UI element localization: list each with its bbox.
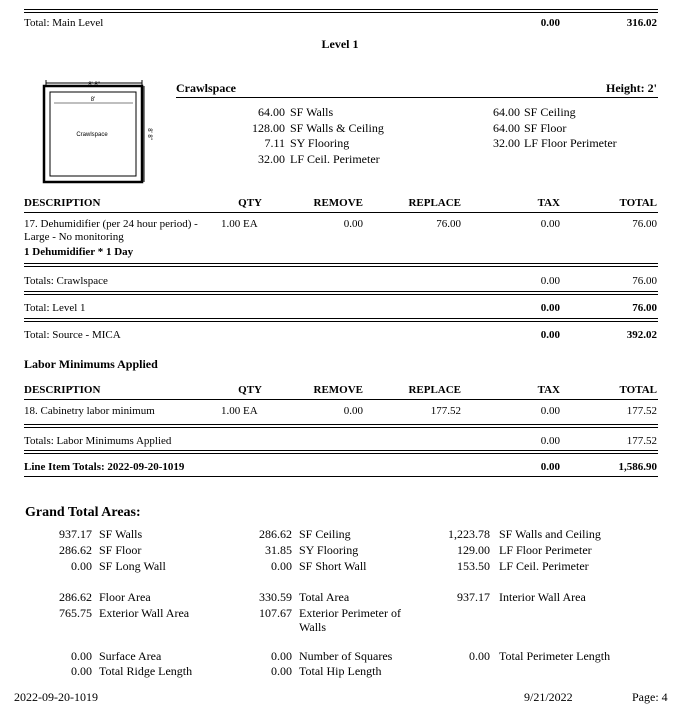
grand-unit: Total Area [299,590,350,604]
divider [24,291,658,295]
item-tax: 0.00 [540,218,560,230]
grand-value: 0.00 [271,649,292,663]
divider [24,9,658,13]
grand-unit: Interior Wall Area [499,590,586,604]
item-total: 177.52 [626,405,657,417]
divider [24,263,658,267]
total-main-label: Total: Main Level [24,17,104,29]
col-description: DESCRIPTION [24,197,101,209]
col-description: DESCRIPTION [24,384,101,396]
divider [24,450,658,454]
item-remove: 0.00 [343,218,363,230]
room-unit: LF Floor Perimeter [524,136,617,150]
grand-unit: Total Ridge Length [99,664,193,678]
grand-value: 0.00 [469,649,490,663]
grand-value: 107.67 [259,606,292,620]
col-qty: QTY [238,197,262,209]
total-main-total: 316.02 [626,17,657,29]
room-unit: SF Floor [524,121,567,135]
grand-value: 31.85 [265,543,292,557]
total-source-label: Total: Source - MICA [24,329,121,341]
total-source-total: 392.02 [626,329,657,341]
total-main-tax: 0.00 [540,17,560,29]
room-value: 7.11 [264,136,285,150]
divider [24,424,658,428]
col-total: TOTAL [619,384,657,396]
room-value: 32.00 [258,152,285,166]
totals-crawlspace-tax: 0.00 [540,275,560,287]
room-value: 128.00 [252,121,285,135]
room-name: Crawlspace [176,81,236,95]
room-value: 64.00 [493,105,520,119]
grand-value: 765.75 [59,606,92,620]
item-description: 18. Cabinetry labor minimum [24,405,155,417]
grand-value: 286.62 [59,590,92,604]
item-description: 17. Dehumidifier (per 24 hour period) - [24,218,198,230]
room-unit: SF Ceiling [524,105,576,119]
grand-total-title: Grand Total Areas: [25,505,141,520]
grand-unit: Floor Area [99,590,151,604]
col-replace: REPLACE [408,197,461,209]
grand-value: 129.00 [457,543,490,557]
line-item-totals-label: Line Item Totals: 2022-09-20-1019 [24,461,185,473]
total-level1-total: 76.00 [632,302,657,314]
item-total: 76.00 [632,218,657,230]
room-unit: LF Ceil. Perimeter [290,152,380,166]
sketch-room-label: Crawlspace [76,132,108,138]
grand-unit: SF Floor [99,543,142,557]
divider [24,318,658,322]
grand-unit: Surface Area [99,649,162,663]
grand-value: 286.62 [59,543,92,557]
grand-unit: SF Walls [99,527,143,541]
grand-unit: SF Ceiling [299,527,351,541]
col-remove: REMOVE [313,384,363,396]
line-item-totals-tax: 0.00 [540,461,560,473]
item-replace: 76.00 [436,218,461,230]
col-total: TOTAL [619,197,657,209]
section-title: Labor Minimums Applied [24,357,158,371]
grand-unit-cont: Walls [299,620,327,634]
room-value: 64.00 [258,105,285,119]
item-note: 1 Dehumidifier * 1 Day [24,246,134,258]
grand-value: 937.17 [457,590,490,604]
room-height: Height: 2' [606,81,657,95]
col-replace: REPLACE [408,384,461,396]
item-replace: 177.52 [430,405,461,417]
item-description-cont: Large - No monitoring [24,231,124,243]
divider [24,399,658,400]
grand-value: 0.00 [271,664,292,678]
footer-date: 9/21/2022 [524,690,573,704]
sketch-dim-top: 8' 8" [88,82,100,88]
total-level1-tax: 0.00 [540,302,560,314]
room-value: 64.00 [493,121,520,135]
grand-unit: Number of Squares [299,649,393,663]
divider [24,476,658,477]
col-remove: REMOVE [313,197,363,209]
footer-page: Page: 4 [632,690,668,704]
grand-unit: Exterior Perimeter of [299,606,401,620]
sketch-dim-inner: 8' [90,97,96,103]
grand-value: 286.62 [259,527,292,541]
sketch-dim-side: 8' 8" [146,128,152,140]
room-sketch [36,78,156,184]
grand-value: 0.00 [71,559,92,573]
col-tax: TAX [537,384,560,396]
grand-unit: LF Floor Perimeter [499,543,592,557]
grand-unit: SY Flooring [299,543,359,557]
grand-value: 0.00 [271,559,292,573]
footer-id: 2022-09-20-1019 [14,690,98,704]
divider [176,97,658,98]
col-qty: QTY [238,384,262,396]
room-value: 32.00 [493,136,520,150]
grand-unit: LF Ceil. Perimeter [499,559,589,573]
totals-labor-label: Totals: Labor Minimums Applied [24,435,172,447]
col-tax: TAX [537,197,560,209]
line-item-totals-total: 1,586.90 [618,461,657,473]
grand-value: 330.59 [259,590,292,604]
totals-crawlspace-label: Totals: Crawlspace [24,275,108,287]
grand-unit: Exterior Wall Area [99,606,190,620]
grand-unit: SF Long Wall [99,559,166,573]
grand-value: 0.00 [71,664,92,678]
grand-value: 1,223.78 [448,527,490,541]
grand-unit: SF Walls and Ceiling [499,527,601,541]
total-source-tax: 0.00 [540,329,560,341]
grand-unit: SF Short Wall [299,559,367,573]
grand-value: 153.50 [457,559,490,573]
room-unit: SF Walls & Ceiling [290,121,384,135]
totals-crawlspace-total: 76.00 [632,275,657,287]
room-unit: SY Flooring [290,136,350,150]
item-qty: 1.00 EA [221,405,258,417]
grand-unit: Total Hip Length [299,664,382,678]
totals-labor-total: 177.52 [626,435,657,447]
divider [24,212,658,213]
item-remove: 0.00 [343,405,363,417]
item-qty: 1.00 EA [221,218,258,230]
item-tax: 0.00 [540,405,560,417]
level-title: Level 1 [321,37,359,51]
grand-value: 0.00 [71,649,92,663]
total-level1-label: Total: Level 1 [24,302,86,314]
grand-unit: Total Perimeter Length [499,649,611,663]
room-unit: SF Walls [290,105,334,119]
totals-labor-tax: 0.00 [540,435,560,447]
grand-value: 937.17 [59,527,92,541]
